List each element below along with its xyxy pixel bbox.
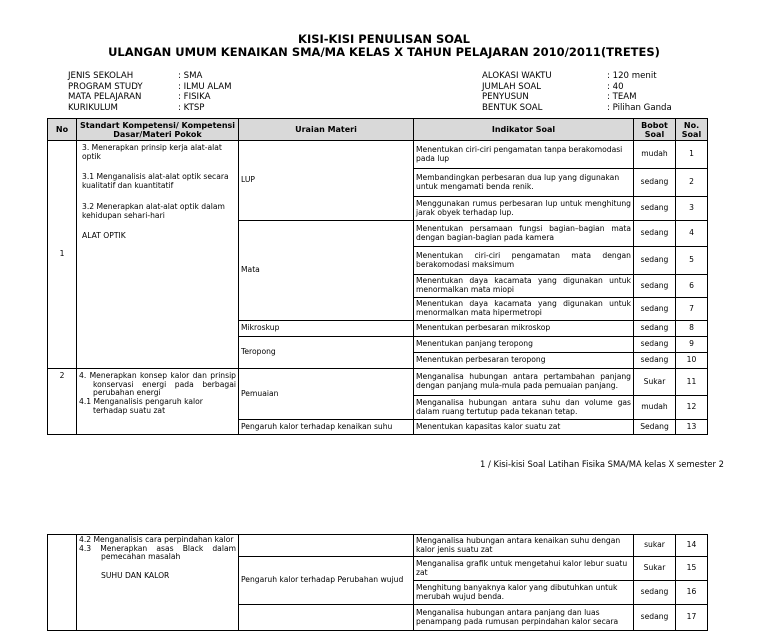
uraian-cell: Pengaruh kalor terhadap kenaikan suhu (239, 420, 414, 435)
bobot-cell: sedang (634, 321, 676, 337)
kd-text: 4.3 Menerapkan asas Black dalam pemecahan masalah (79, 543, 236, 562)
indikator-cell: Menggunakan rumus perbesaran lup untuk menghitung jarak obyek terhadap lup. (414, 197, 634, 221)
kd-cell (77, 141, 239, 369)
indikator-cell: Menganalisa hubungan antara panjang dan luas penampang pada rumusan perpindahan kalor secara (414, 605, 634, 631)
info-label: JENIS SEKOLAH (68, 71, 134, 81)
header-no: No (48, 119, 77, 141)
kd-cell (77, 535, 239, 631)
info-left (68, 71, 232, 113)
bobot-cell: Sukar (634, 557, 676, 581)
row-number (48, 535, 77, 631)
info-label: PROGRAM STUDY (68, 81, 143, 92)
doc-title: KISI-KISI PENULISAN SOAL (298, 32, 470, 46)
indikator-cell: Menentukan kapasitas kalor suatu zat (414, 420, 634, 435)
indikator-cell: Membandingkan perbesaran dua lup yang digunakan untuk mengamati benda renik. (414, 169, 634, 197)
uraian-cell (239, 535, 414, 557)
kd-text: 3. Menerapkan prinsip kerja alat-alat optik (82, 143, 222, 161)
nosoal-cell: 14 (676, 535, 708, 557)
page-footer: 1 / Kisi-kisi Soal Latihan Fisika SMA/MA kelas X semester 2 (480, 459, 724, 469)
uraian-cell: LUP (239, 141, 414, 221)
indikator-cell: Menentukan daya kacamata yang digunakan untuk menormalkan mata hipermetropi (414, 298, 634, 321)
header-indikator: Indikator Soal (414, 119, 634, 141)
indikator-cell: Menentukan perbesaran teropong (414, 353, 634, 369)
bobot-cell: sedang (634, 298, 676, 321)
row-number: 2 (48, 369, 77, 435)
kd-cell (77, 369, 239, 435)
uraian-cell (239, 605, 414, 631)
row-number: 1 (48, 141, 77, 369)
bobot-cell: sedang (634, 221, 676, 247)
uraian-cell: Teropong (239, 337, 414, 369)
bobot-cell: mudah (634, 396, 676, 420)
indikator-cell: Menghitung banyaknya kalor yang dibutuhkan untuk merubah wujud benda. (414, 581, 634, 605)
indikator-cell: Menganalisa hubungan antara pertambahan panjang dengan panjang mula-mula pada pemuaian panjang. (414, 369, 634, 396)
indikator-cell: Menentukan perbesaran mikroskop (414, 321, 634, 337)
nosoal-cell: 7 (676, 298, 708, 321)
indikator-cell: Menentukan panjang teropong (414, 337, 634, 353)
bobot-cell: sedang (634, 247, 676, 275)
nosoal-cell: 10 (676, 353, 708, 369)
table-row (48, 141, 708, 169)
kisi-table-page2 (47, 534, 708, 631)
indikator-cell: Menganalisa hubungan antara suhu dan volume gas dalam ruang tertutup pada tekanan tetap. (414, 396, 634, 420)
info-label: KURIKULUM (68, 102, 118, 113)
info-value: : KTSP (178, 102, 205, 113)
bobot-cell: sukar (634, 535, 676, 557)
nosoal-cell: 4 (676, 221, 708, 247)
bobot-cell: sedang (634, 197, 676, 221)
info-value: : ILMU ALAM (178, 81, 232, 92)
info-right (482, 71, 672, 113)
indikator-cell: Menganalisa grafik untuk mengetahui kalor lebur suatu zat (414, 557, 634, 581)
nosoal-cell: 3 (676, 197, 708, 221)
bobot-cell: Sukar (634, 369, 676, 396)
info-label: BENTUK SOAL (482, 102, 543, 113)
nosoal-cell: 16 (676, 581, 708, 605)
doc-subtitle: ULANGAN UMUM KENAIKAN SMA/MA KELAS X TAHUN PELAJARAN 2010/2011(TRETES) (108, 45, 660, 59)
uraian-cell: Pengaruh kalor terhadap Perubahan wujud (239, 557, 414, 605)
bobot-cell: Sedang (634, 420, 676, 435)
nosoal-cell: 15 (676, 557, 708, 581)
bobot-cell: sedang (634, 169, 676, 197)
nosoal-cell: 2 (676, 169, 708, 197)
bobot-cell: sedang (634, 605, 676, 631)
table-row (48, 535, 708, 557)
bobot-cell: sedang (634, 275, 676, 298)
indikator-cell: Menentukan persamaan fungsi bagian–bagian mata dengan bagian-bagian pada kamera (414, 221, 634, 247)
kd-text: 4.2 Menganalisis cara perpindahan kalor (79, 535, 234, 544)
bobot-cell: mudah (634, 141, 676, 169)
info-value: : 40 (607, 81, 624, 92)
indikator-cell: Menganalisa hubungan antara kenaikan suhu dengan kalor jenis suatu zat (414, 535, 634, 557)
kd-text: 3.1 Menganalisis alat-alat optik secara kualitatif dan kuantitatif (82, 172, 229, 191)
bobot-cell: sedang (634, 337, 676, 353)
table-row (48, 369, 708, 396)
info-label: PENYUSUN (482, 92, 529, 103)
nosoal-cell: 13 (676, 420, 708, 435)
header-uraian: Uraian Materi (239, 119, 414, 141)
kd-text: SUHU DAN KALOR (101, 571, 170, 581)
uraian-cell: Pemuaian (239, 369, 414, 420)
info-value: : TEAM (607, 92, 637, 103)
kd-text: 4.1 Menganalisis pengaruh kalor terhadap suatu zat (79, 397, 203, 415)
kisi-table (47, 118, 708, 435)
header-nosoal: No. Soal (676, 119, 708, 141)
nosoal-cell: 5 (676, 247, 708, 275)
info-value: : Pilihan Ganda (607, 102, 672, 113)
nosoal-cell: 9 (676, 337, 708, 353)
nosoal-cell: 12 (676, 396, 708, 420)
info-value: : 120 menit (607, 71, 657, 81)
nosoal-cell: 17 (676, 605, 708, 631)
info-label: MATA PELAJARAN (68, 92, 142, 103)
indikator-cell: Menentukan ciri-ciri pengamatan mata dengan berakomodasi maksimum (414, 247, 634, 275)
kd-text: 3.2 Menerapkan alat-alat optik dalam kehidupan sehari-hari (82, 201, 225, 220)
nosoal-cell: 6 (676, 275, 708, 298)
indikator-cell: Menentukan daya kacamata yang digunakan untuk menormalkan mata miopi (414, 275, 634, 298)
bobot-cell: sedang (634, 581, 676, 605)
info-label: JUMLAH SOAL (482, 81, 542, 92)
uraian-cell: Mata (239, 221, 414, 321)
uraian-cell: Mikroskup (239, 321, 414, 337)
kd-text: ALAT OPTIK (82, 231, 126, 241)
header-bobot: Bobot Soal (634, 119, 676, 141)
nosoal-cell: 11 (676, 369, 708, 396)
kd-text: 4. Menerapkan konsep kalor dan prinsip konservasi energi pada berbagai perubahan energi (79, 371, 236, 398)
nosoal-cell: 8 (676, 321, 708, 337)
nosoal-cell: 1 (676, 141, 708, 169)
info-label: ALOKASI WAKTU (482, 71, 552, 81)
indikator-cell: Menentukan ciri-ciri pengamatan tanpa berakomodasi pada lup (414, 141, 634, 169)
header-kd: Standart Kompetensi/ Kompetensi Dasar/Materi Pokok (77, 119, 239, 141)
table-header (48, 119, 708, 141)
info-value: : FISIKA (178, 92, 211, 103)
info-value: : SMA (178, 71, 203, 81)
bobot-cell: sedang (634, 353, 676, 369)
